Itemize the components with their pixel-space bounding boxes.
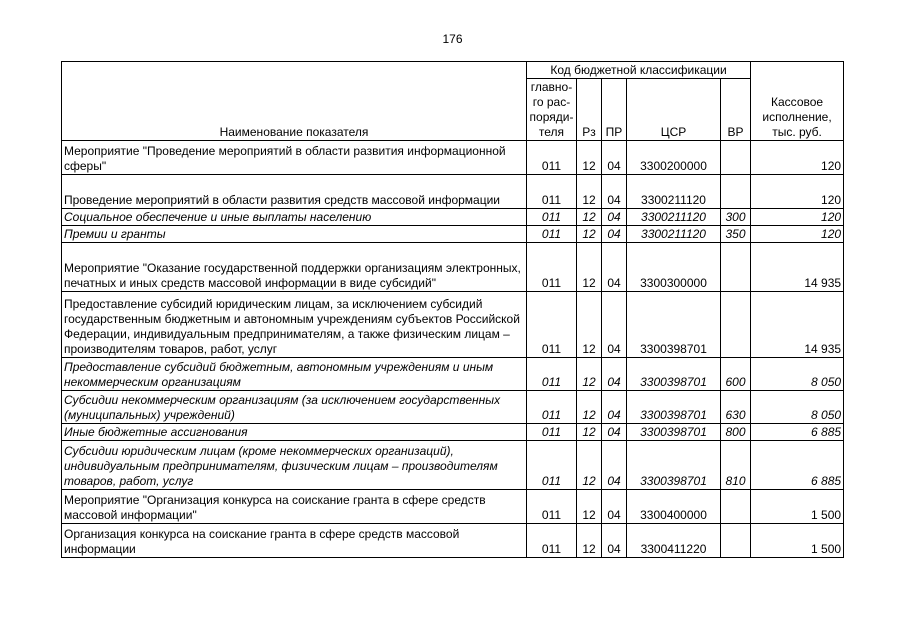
row-amount: 1 500 — [751, 524, 844, 558]
row-pr: 04 — [602, 209, 627, 226]
table-row — [62, 441, 844, 490]
row-admin: 011 — [527, 226, 577, 243]
row-vr — [721, 175, 751, 209]
row-rz: 12 — [577, 490, 602, 524]
table-row — [62, 226, 844, 243]
row-pr: 04 — [602, 292, 627, 358]
row-vr: 300 — [721, 209, 751, 226]
row-name: Субсидии юридическим лицам (кроме некоммерческих организаций), индивидуальным предпринимателям, физическим лицам – производителям товаров, работ, услуг — [62, 441, 527, 490]
row-name: Предоставление субсидий юридическим лицам, за исключением субсидий государственным бюджетным и автономным учреждениям субъектов Российской Федерации, индивидуальным предпринимателям, а также физическим лицам – производителям товаров, работ, услуг — [62, 292, 527, 358]
table-row — [62, 358, 844, 391]
table-row — [62, 391, 844, 424]
table-row — [62, 292, 844, 358]
budget-table — [61, 61, 844, 558]
header-amount: Кассовое исполнение, тыс. руб. — [751, 62, 844, 141]
header-vr: ВР — [721, 79, 751, 141]
row-amount: 120 — [751, 209, 844, 226]
row-admin: 011 — [527, 424, 577, 441]
row-csr: 3300300000 — [627, 243, 721, 292]
row-rz: 12 — [577, 141, 602, 175]
row-rz: 12 — [577, 441, 602, 490]
row-name: Мероприятие "Оказание государственной поддержки организациям электронных, печатных и иных средств массовой информации в виде субсидий" — [62, 243, 527, 292]
row-csr: 3300398701 — [627, 424, 721, 441]
row-vr — [721, 243, 751, 292]
row-amount: 14 935 — [751, 292, 844, 358]
row-rz: 12 — [577, 424, 602, 441]
row-name: Организация конкурса на соискание гранта в сфере средств массовой информации — [62, 524, 527, 558]
row-name: Иные бюджетные ассигнования — [62, 424, 527, 441]
row-admin: 011 — [527, 358, 577, 391]
header-rz: Рз — [577, 79, 602, 141]
row-admin: 011 — [527, 175, 577, 209]
row-vr: 800 — [721, 424, 751, 441]
row-pr: 04 — [602, 524, 627, 558]
row-vr: 810 — [721, 441, 751, 490]
row-vr: 350 — [721, 226, 751, 243]
row-pr: 04 — [602, 141, 627, 175]
table-row — [62, 524, 844, 558]
row-admin: 011 — [527, 292, 577, 358]
row-amount: 120 — [751, 141, 844, 175]
row-name: Проведение мероприятий в области развития средств массовой информации — [62, 175, 527, 209]
table-row — [62, 424, 844, 441]
row-pr: 04 — [602, 175, 627, 209]
table-row — [62, 243, 844, 292]
row-pr: 04 — [602, 358, 627, 391]
row-name: Субсидии некоммерческим организациям (за исключением государственных (муниципальных) учреждений) — [62, 391, 527, 424]
header-name: Наименование показателя — [62, 62, 527, 141]
row-csr: 3300411220 — [627, 524, 721, 558]
row-amount: 8 050 — [751, 391, 844, 424]
row-amount: 6 885 — [751, 424, 844, 441]
row-rz: 12 — [577, 358, 602, 391]
row-admin: 011 — [527, 141, 577, 175]
row-amount: 14 935 — [751, 243, 844, 292]
table-row — [62, 141, 844, 175]
table-row — [62, 175, 844, 209]
row-admin: 011 — [527, 391, 577, 424]
row-rz: 12 — [577, 524, 602, 558]
row-vr: 630 — [721, 391, 751, 424]
row-csr: 3300211120 — [627, 175, 721, 209]
row-csr: 3300400000 — [627, 490, 721, 524]
row-pr: 04 — [602, 243, 627, 292]
row-rz: 12 — [577, 391, 602, 424]
row-vr — [721, 490, 751, 524]
row-csr: 3300211120 — [627, 226, 721, 243]
page-number: 176 — [442, 32, 463, 46]
row-pr: 04 — [602, 490, 627, 524]
row-csr: 3300211120 — [627, 209, 721, 226]
header-pr: ПР — [602, 79, 627, 141]
row-rz: 12 — [577, 226, 602, 243]
row-rz: 12 — [577, 175, 602, 209]
table-row — [62, 490, 844, 524]
row-csr: 3300398701 — [627, 441, 721, 490]
row-amount: 120 — [751, 175, 844, 209]
row-name: Мероприятие "Проведение мероприятий в области развития информационной сферы" — [62, 141, 527, 175]
row-rz: 12 — [577, 209, 602, 226]
row-vr: 600 — [721, 358, 751, 391]
header-csr: ЦСР — [627, 79, 721, 141]
row-name: Премии и гранты — [62, 226, 527, 243]
row-rz: 12 — [577, 243, 602, 292]
row-name: Мероприятие "Организация конкурса на соискание гранта в сфере средств массовой информации" — [62, 490, 527, 524]
table-row — [62, 209, 844, 226]
row-pr: 04 — [602, 226, 627, 243]
table-body — [62, 141, 844, 558]
row-amount: 120 — [751, 226, 844, 243]
row-pr: 04 — [602, 391, 627, 424]
row-admin: 011 — [527, 209, 577, 226]
row-vr — [721, 292, 751, 358]
row-pr: 04 — [602, 424, 627, 441]
row-rz: 12 — [577, 292, 602, 358]
row-pr: 04 — [602, 441, 627, 490]
header-classification-group: Код бюджетной классификации — [527, 62, 751, 79]
row-csr: 3300398701 — [627, 391, 721, 424]
row-amount: 6 885 — [751, 441, 844, 490]
header-admin: главно- го рас- поряди- теля — [527, 79, 577, 141]
row-csr: 3300200000 — [627, 141, 721, 175]
row-csr: 3300398701 — [627, 292, 721, 358]
row-vr — [721, 141, 751, 175]
row-amount: 8 050 — [751, 358, 844, 391]
row-vr — [721, 524, 751, 558]
row-admin: 011 — [527, 243, 577, 292]
row-csr: 3300398701 — [627, 358, 721, 391]
row-admin: 011 — [527, 490, 577, 524]
row-name: Социальное обеспечение и иные выплаты населению — [62, 209, 527, 226]
row-amount: 1 500 — [751, 490, 844, 524]
row-admin: 011 — [527, 524, 577, 558]
row-name: Предоставление субсидий бюджетным, автономным учреждениям и иным некоммерческим организациям — [62, 358, 527, 391]
row-admin: 011 — [527, 441, 577, 490]
